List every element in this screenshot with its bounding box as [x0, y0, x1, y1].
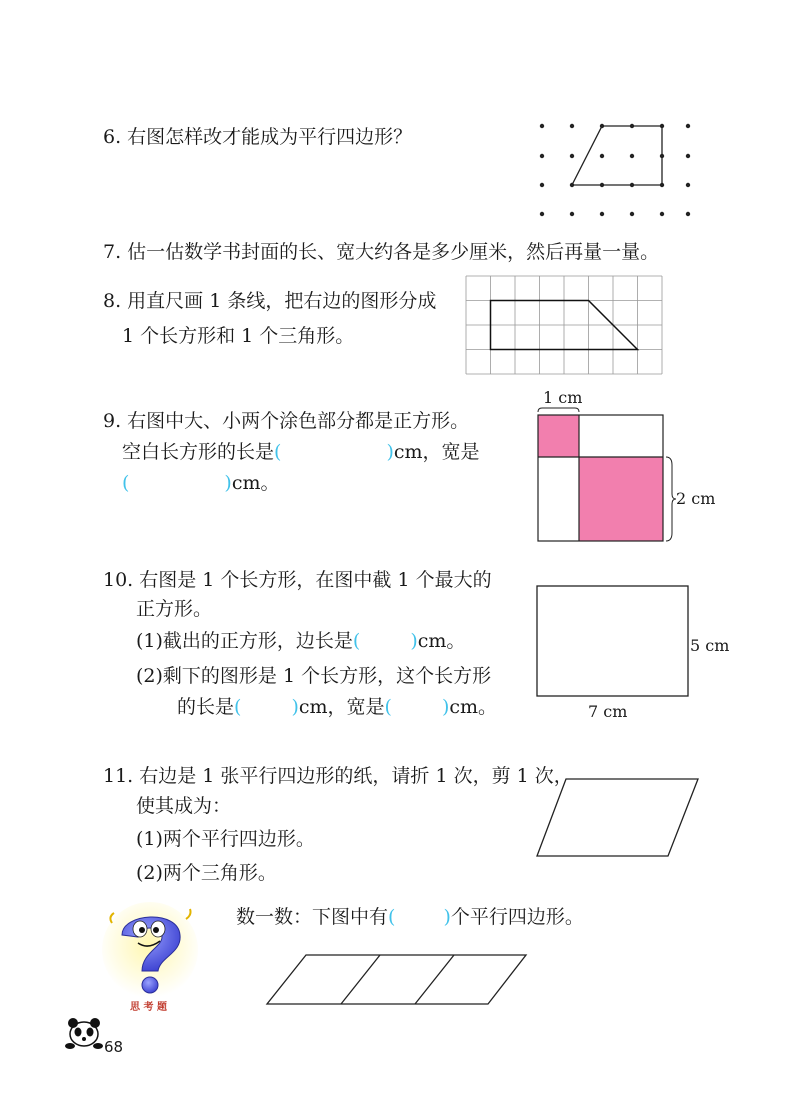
think-open-paren: ( [388, 906, 396, 928]
q9-small-pink-square [538, 415, 579, 457]
q10-sub1-open-paren: ( [352, 630, 361, 652]
q8-line1: 8. 用直尺画 1 条线，把右边的图形分成 [103, 290, 437, 312]
think-parallelograms-figure [264, 950, 534, 1010]
q9-length-label: 空白长方形的长是 [122, 441, 275, 463]
q11-sub1: (1)两个平行四边形。 [136, 828, 315, 850]
q9-length-open-paren: ( [274, 441, 282, 463]
q10-length-label: 的长是 [177, 696, 235, 718]
q10-width-label: cm，宽是 [298, 696, 385, 718]
q10-width-close-paren: ) [441, 696, 450, 718]
q10-sub1-unit: cm。 [417, 630, 466, 652]
think-suffix: 个平行四边形。 [450, 906, 584, 928]
q10-length-open-paren: ( [234, 696, 242, 718]
q8-line2: 1 个长方形和 1 个三角形。 [122, 325, 355, 347]
q10-sub1-label: (1)截出的正方形，边长是 [136, 630, 353, 652]
q10-width-open-paren: ( [384, 696, 392, 718]
think-label: 数一数：下图中有 [236, 906, 389, 928]
think-text [236, 908, 584, 927]
q10-line1: 10. 右图是 1 个长方形，在图中截 1 个最大的 [103, 569, 492, 591]
q9-large-pink-square [579, 457, 663, 541]
q9-width-label: cm，宽是 [393, 441, 480, 463]
q11-parallelogram-figure [534, 776, 704, 866]
q11-sub2: (2)两个三角形。 [136, 862, 277, 884]
panda-icon [64, 1012, 104, 1052]
q9-width-open-paren: ( [122, 472, 130, 494]
q10-length-close-paren: ) [291, 696, 299, 718]
q9-line2 [122, 443, 480, 462]
q9-width-close-paren: ) [224, 472, 232, 494]
q9-length-close-paren: ) [386, 441, 394, 463]
think-close-paren: ) [443, 906, 451, 928]
q10-dim-bottom: 7 cm [588, 702, 628, 721]
q10-sub1-close-paren: ) [410, 630, 418, 652]
question-mark-mascot-icon [100, 895, 200, 1010]
q6-dot-grid-figure [536, 120, 706, 220]
q11-line1: 11. 右边是 1 张平行四边形的纸，请折 1 次，剪 1 次， [103, 765, 573, 787]
q10-line2: 正方形。 [136, 598, 213, 620]
q10-rectangle-figure [535, 584, 695, 704]
q6-text: 6. 右图怎样改才能成为平行四边形？ [103, 126, 413, 148]
q10-sub2: (2)剩下的图形是 1 个长方形，这个长方形 [136, 665, 492, 687]
think-badge: 思 考 题 [130, 1002, 167, 1013]
q8-grid-trapezoid-figure [466, 276, 666, 376]
q9-squares-figure [535, 402, 695, 562]
q10-sub3 [177, 698, 497, 717]
q9-dim-right: 2 cm [676, 489, 716, 508]
q10-width-unit: cm。 [449, 696, 498, 718]
q9-line1: 9. 右图中大、小两个涂色部分都是正方形。 [103, 410, 470, 432]
q9-line3 [122, 474, 280, 493]
q9-dim-top: 1 cm [543, 388, 583, 407]
q11-line2: 使其成为： [136, 795, 232, 817]
q7-text: 7. 估一估数学书封面的长、宽大约各是多少厘米，然后再量一量。 [103, 241, 660, 263]
q9-unit: cm。 [231, 472, 280, 494]
q10-sub1 [136, 632, 465, 651]
q10-dim-right: 5 cm [690, 636, 730, 655]
page-number: 68 [104, 1038, 124, 1056]
